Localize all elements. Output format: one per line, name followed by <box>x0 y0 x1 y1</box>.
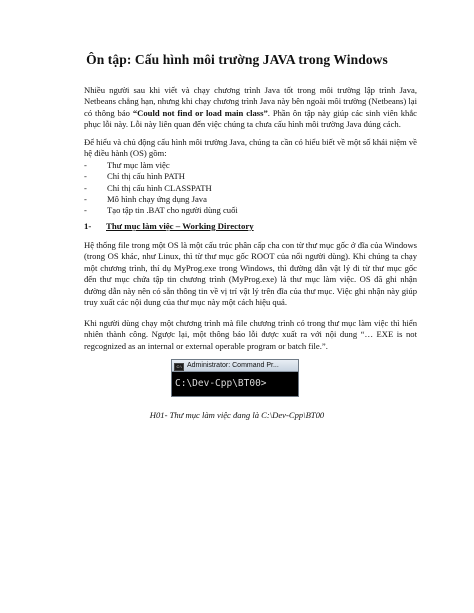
console-title: Administrator: Command Pr... <box>187 362 279 369</box>
section-paragraph-1: Hệ thống file trong một OS là một cấu trúc phân cấp cha con từ thư mục gốc ở đĩa của Windows (trong OS khác, như Linux, thì từ thư mục gốc ROOT của nổi người dùng). Khi chúng ta chạy một chương trình, thí dụ MyProg.exe trong Windows, thì đường dẫn vật lý đi từ thư mục gốc đến thư mục chứa tập tin chương trình (MyProg.exe) là thư mục làm việc. OS đã ghi nhận đường dẫn này nên có sẵn thông tin về vị trí vật lý trên đĩa của thư mục. Việc ghi nhận này giúp truy xuất các nội dung của thư mục này một cách hiệu quả. <box>84 240 417 308</box>
intro-paragraph-2: Để hiểu và chủ động cấu hình môi trường Java, chúng ta cần có hiểu biết về một số khái niệm về hệ điều hành (OS) gồm: <box>84 137 417 159</box>
list-item <box>84 194 384 205</box>
document-title: Ôn tập: Cấu hình môi trường JAVA trong Windows <box>86 52 388 67</box>
section-title: Thư mục làm việc – Working Directory <box>106 221 254 231</box>
console-prompt: C:\Dev-Cpp\BT00> <box>175 378 267 389</box>
intro-text-a: Nhiều người sau khi viết và chạy chương trình Java tốt trong môi trường lập trình Java, Netbeans chẳng hạn, nhưng khi chạy chương trình Java này bên ngoài môi trường (Netbeans) lại có thông báo <box>84 85 417 118</box>
list-marker: - <box>84 193 87 204</box>
list-item-text: Mô hình chạy ứng dụng Java <box>107 193 207 204</box>
console-titlebar <box>172 360 298 372</box>
list-item-text: Tạo tập tin .BAT cho người dùng cuối <box>107 205 238 216</box>
section-number: 1- <box>84 221 92 231</box>
section-paragraph-2: Khi người dùng chạy một chương trình mà file chương trình có trong thư mục làm việc thì hiển nhiên thành công. Ngược lại, một thông báo lỗi được xuất ra với nội dung “… EXE is not regcognized as an internal or external operable program or batch file.”. <box>84 318 417 351</box>
figure-caption: H01- Thư mục làm việc đang là C:\Dev-Cpp\BT00 <box>149 410 325 420</box>
list-marker: - <box>84 160 87 170</box>
list-item-text: Chỉ thị cấu hình PATH <box>107 171 185 182</box>
error-message-bold: “Could not find or load main class” <box>132 107 268 118</box>
list-marker: - <box>84 205 87 216</box>
list-item-text: Thư mục làm việc <box>107 160 170 170</box>
intro-paragraph-1 <box>84 85 417 131</box>
list-item <box>84 160 384 171</box>
concept-list <box>84 160 384 216</box>
list-marker: - <box>84 171 87 182</box>
command-prompt-screenshot <box>171 359 299 397</box>
list-item <box>84 171 384 182</box>
list-item-text: Chỉ thị cấu hình CLASSPATH <box>107 182 212 193</box>
list-item <box>84 183 384 194</box>
list-item <box>84 205 384 216</box>
section-heading <box>84 221 254 231</box>
intro-text-b: . Phần ôn tập này giúp các sinh viên khắc phục lỗi này. Lỗi này liên quan đến việc chúng ta chưa cấu hình môi trường Java đúng cách. <box>84 107 417 130</box>
list-marker: - <box>84 182 87 193</box>
console-icon: C:\ <box>174 363 184 371</box>
